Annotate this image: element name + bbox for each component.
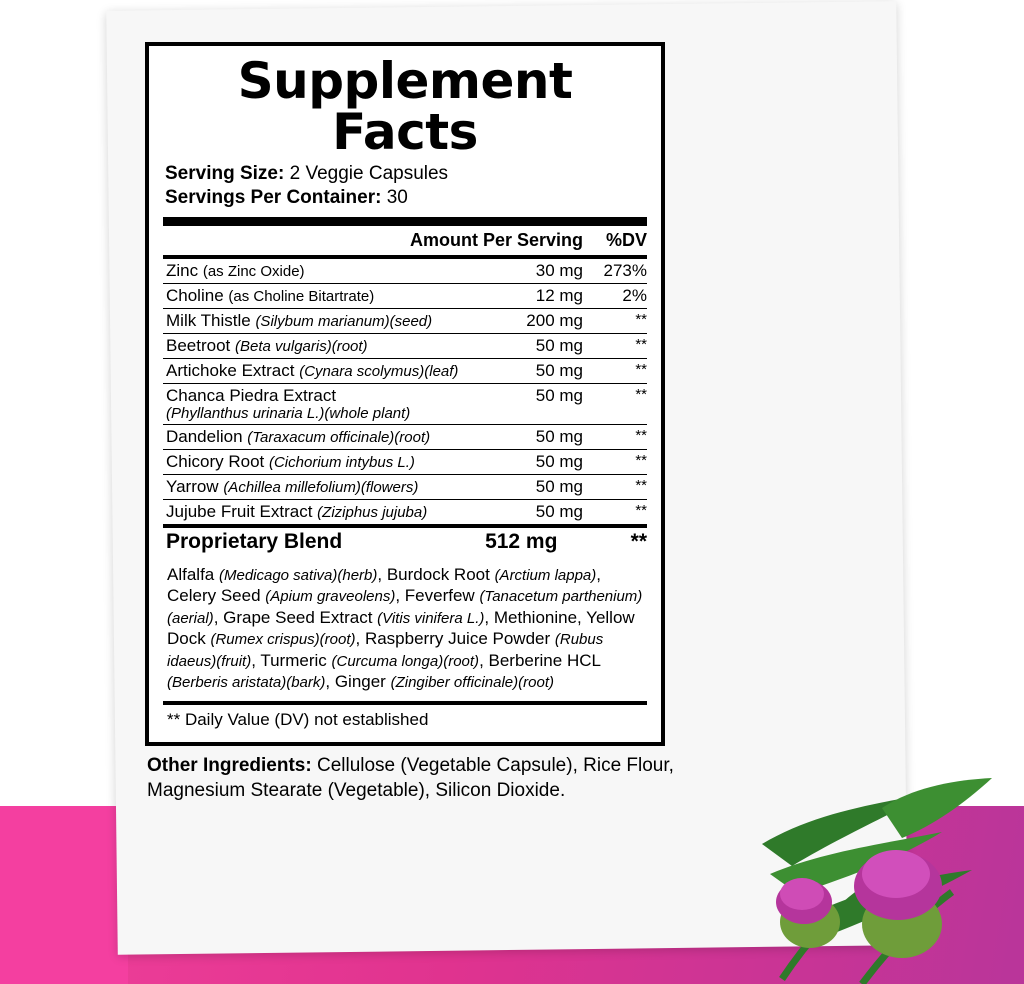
blend-dv: ** xyxy=(630,529,647,553)
ingredient-name: Milk Thistle (Silybum marianum)(seed) xyxy=(163,308,491,333)
servings-per-container-label: Servings Per Container: xyxy=(165,186,382,208)
ingredient-dv: ** xyxy=(583,308,647,333)
ingredient-name: Choline (as Choline Bitartrate) xyxy=(163,283,491,308)
ingredient-source: (Beta vulgaris)(root) xyxy=(235,337,368,355)
blend-latin-name: (Vitis vinifera L.) xyxy=(377,609,485,627)
ingredient-dv: 273% xyxy=(603,260,647,280)
blend-latin-name: (Arctium lappa) xyxy=(494,566,597,584)
ingredient-amount: 200 mg xyxy=(491,308,583,333)
milk-thistle-flower-icon xyxy=(752,774,1002,984)
table-row xyxy=(163,283,647,308)
ingredient-source: (Achillea millefolium)(flowers) xyxy=(223,478,419,496)
ingredient-amount: 50 mg xyxy=(491,333,583,358)
ingredient-name: Yarrow (Achillea millefolium)(flowers) xyxy=(163,474,491,499)
ingredient-amount: 50 mg xyxy=(491,383,583,424)
ingredient-dv: ** xyxy=(583,424,647,449)
ingredient-source: (as Choline Bitartrate) xyxy=(228,287,375,305)
blend-ingredient-text: , Ginger xyxy=(325,672,391,692)
supplement-facts-panel xyxy=(145,42,674,803)
serving-size-label: Serving Size: xyxy=(165,163,285,184)
ingredient-dv: ** xyxy=(583,333,647,358)
ingredient-name: Artichoke Extract (Cynara scolymus)(leaf) xyxy=(163,358,491,383)
blend-latin-name: (Apium graveolens) xyxy=(265,588,396,606)
ingredient-name: Chanca Piedra Extract (Phyllanthus urinaria L.)(whole plant) xyxy=(163,383,491,424)
blend-latin-name: (Rubus idaeus) xyxy=(167,631,604,670)
blend-latin-name: (root) xyxy=(319,631,356,649)
supplement-facts-box xyxy=(145,42,665,746)
table-row xyxy=(163,499,647,524)
blend-latin-name: (root) xyxy=(518,674,554,692)
blend-latin-name: (fruit) xyxy=(216,652,252,670)
ingredient-dv: ** xyxy=(583,474,647,499)
blend-ingredient-text: , Berberine HCL xyxy=(479,650,601,670)
blend-ingredient-list xyxy=(163,556,647,700)
ingredient-amount: 50 mg xyxy=(491,474,583,499)
blend-ingredient-text: , Feverfew xyxy=(395,586,480,606)
ingredient-dv: ** xyxy=(583,449,647,474)
ingredient-source: (Silybum marianum)(seed) xyxy=(255,312,433,330)
ingredient-amount: 50 mg xyxy=(491,499,583,524)
table-row xyxy=(163,358,647,383)
ingredient-name: Dandelion (Taraxacum officinale)(root) xyxy=(163,424,491,449)
blend-ingredient-text: , Burdock Root xyxy=(377,564,495,584)
blend-ingredient-text: Alfalfa xyxy=(167,564,219,584)
blend-ingredient-text: , Methionine, Yellow Dock xyxy=(167,607,635,649)
table-row xyxy=(163,383,647,424)
ingredient-source: (Cichorium intybus L.) xyxy=(268,453,415,471)
table-row xyxy=(163,474,647,499)
table-row xyxy=(163,308,647,333)
blend-latin-name: (root) xyxy=(443,652,480,670)
table-row xyxy=(163,333,647,358)
ingredient-source: (Ziziphus jujuba) xyxy=(317,503,428,521)
ingredient-dv: ** xyxy=(583,499,647,524)
blend-name: Proprietary Blend xyxy=(166,529,343,553)
header-name xyxy=(163,228,410,253)
servings-per-container-line xyxy=(165,186,647,210)
ingredient-rows-table xyxy=(163,259,647,524)
table-row xyxy=(163,259,647,284)
ingredient-name: Jujube Fruit Extract (Ziziphus jujuba) xyxy=(163,499,491,524)
blend-ingredient-text: , Turmeric xyxy=(251,650,332,670)
ingredient-amount: 50 mg xyxy=(491,449,583,474)
ingredient-amount: 30 mg xyxy=(535,260,583,280)
blend-amount: 512 mg xyxy=(485,529,558,553)
serving-size-value: 2 Veggie Capsules xyxy=(289,163,449,184)
blend-latin-name: (Zingiber officinale) xyxy=(390,674,519,692)
blend-ingredient-text: , Grape Seed Extract xyxy=(213,607,378,627)
header-amount: Amount Per Serving xyxy=(409,229,583,250)
ingredient-amount: 50 mg xyxy=(491,424,583,449)
ingredient-source: (Cynara scolymus)(leaf) xyxy=(299,362,459,380)
serving-size-line xyxy=(165,162,647,186)
ingredient-source: (Taraxacum officinale)(root) xyxy=(247,428,431,446)
ingredient-amount: 12 mg xyxy=(491,283,583,308)
divider-thick-top xyxy=(163,217,647,226)
blend-latin-name: (Berberis aristata) xyxy=(167,674,287,692)
ingredient-dv: 2% xyxy=(583,283,647,308)
blend-table xyxy=(163,528,647,556)
blend-latin-name: (Tanacetum parthenium) xyxy=(479,588,643,606)
daily-value-footnote: ** Daily Value (DV) not established xyxy=(167,710,429,730)
servings-per-container-value: 30 xyxy=(386,186,408,208)
blend-latin-name: (aerial) xyxy=(167,609,214,627)
other-ingredients-value: Cellulose (Vegetable Capsule), Rice Flour, Magnesium Stearate (Vegetable), Silicon Dioxide. xyxy=(147,755,674,801)
ingredient-rows-body xyxy=(163,259,647,524)
ingredient-source: (Phyllanthus urinaria L.)(whole plant) xyxy=(166,404,411,422)
ingredient-amount: 50 mg xyxy=(491,358,583,383)
ingredient-name: Zinc (as Zinc Oxide) xyxy=(166,260,305,280)
ingredient-name: Beetroot (Beta vulgaris)(root) xyxy=(163,333,491,358)
nutrition-table xyxy=(163,228,647,253)
blend-latin-name: (Rumex crispus) xyxy=(210,631,320,649)
other-ingredients-label: Other Ingredients: xyxy=(147,755,312,777)
background-pink-band-left xyxy=(0,806,128,984)
ingredient-name: Chicory Root (Cichorium intybus L.) xyxy=(163,449,491,474)
blend-latin-name: (herb) xyxy=(337,566,378,584)
table-row xyxy=(163,449,647,474)
panel-title: Supplement Facts xyxy=(237,52,573,161)
ingredient-dv: ** xyxy=(583,358,647,383)
table-row xyxy=(163,424,647,449)
ingredient-dv: ** xyxy=(583,383,647,424)
blend-latin-name: (Curcuma longa) xyxy=(331,652,444,670)
blend-ingredient-text: , Celery Seed xyxy=(167,564,601,606)
blend-table-body xyxy=(163,528,647,556)
proprietary-blend-row xyxy=(163,528,647,556)
blend-latin-name: (bark) xyxy=(286,674,326,692)
blend-ingredient-text: , Raspberry Juice Powder xyxy=(355,629,555,649)
header-dv: %DV xyxy=(605,229,647,250)
table-header-row xyxy=(163,228,647,253)
other-ingredients-line xyxy=(147,754,682,803)
ingredient-source: (as Zinc Oxide) xyxy=(202,262,305,280)
blend-latin-name: (Medicago sativa) xyxy=(218,566,338,584)
nutrition-table-body xyxy=(163,228,647,253)
